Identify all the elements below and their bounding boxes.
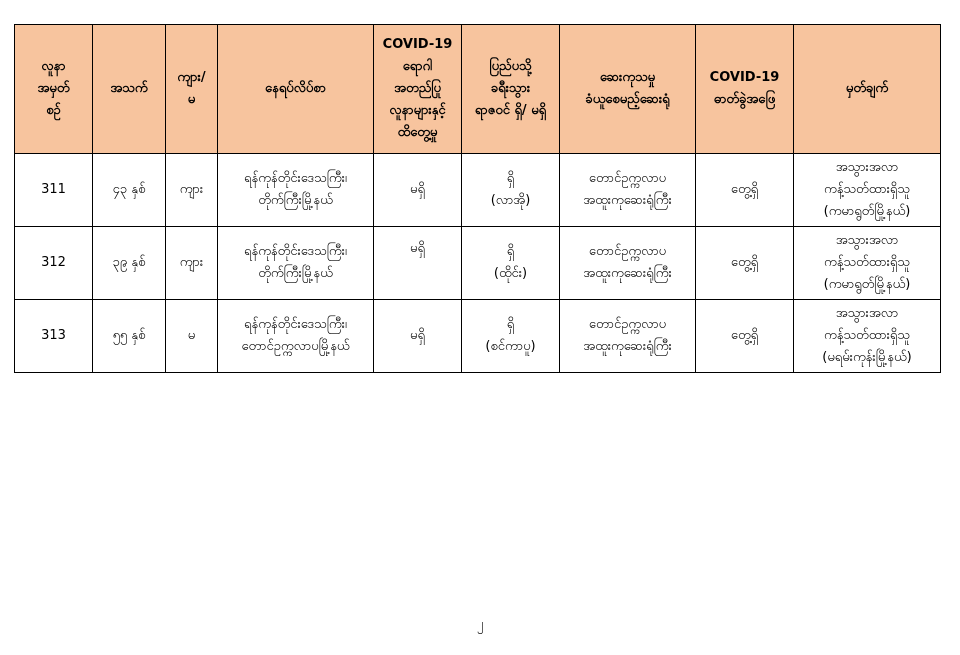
cell-travel-history: ရှိ (စင်ကာပူ) [462,300,560,373]
cell-contact: မရှိ [374,300,462,373]
cell-address: ရန်ကုန်တိုင်းဒေသကြီး၊ တောင်ဥက္ကလာပမြို့နယ် [218,300,374,373]
cell-age: ၅၅ နှစ် [93,300,166,373]
header-contact: COVID-19 ရောဂါ အတည်ပြု လူနာများနှင့် ထိတွေ့မှု [374,25,462,154]
cell-travel-history: ရှိ (ထိုင်း) [462,227,560,300]
cell-age: ၃၉ နှစ် [93,227,166,300]
cell-lab-result: တွေ့ရှိ [696,227,794,300]
cell-sex: မ [166,300,218,373]
cell-sex: ကျား [166,227,218,300]
table-row [15,154,941,227]
cell-sex: ကျား [166,154,218,227]
header-case-number: လူနာ အမှတ် စဉ် [15,25,93,154]
header-sex: ကျား/ မ [166,25,218,154]
cell-travel-history: ရှိ (လာအို) [462,154,560,227]
cell-case-number: 311 [15,154,93,227]
cell-remarks: အသွားအလာ ကန့်သတ်ထားရှိသူ (မရမ်းကုန်းမြို့နယ်) [794,300,941,373]
table-row [15,227,941,300]
header-lab-result: COVID-19 ဓာတ်ခွဲအဖြေ [696,25,794,154]
cell-hospital: တောင်ဥက္ကလာပ အထူးကုဆေးရုံကြီး [560,300,696,373]
cell-lab-result: တွေ့ရှိ [696,300,794,373]
table-row [15,300,941,373]
cell-contact: မရှိ [374,227,462,300]
cell-remarks: အသွားအလာ ကန့်သတ်ထားရှိသူ (ကမာရွတ်မြို့နယ်) [794,154,941,227]
cell-hospital: တောင်ဥက္ကလာပ အထူးကုဆေးရုံကြီး [560,227,696,300]
header-address: နေရပ်လိပ်စာ [218,25,374,154]
table-header-row [15,25,941,154]
cell-address: ရန်ကုန်တိုင်းဒေသကြီး၊ တိုက်ကြီးမြို့နယ် [218,227,374,300]
header-hospital: ဆေးကုသမှု ခံယူစေမည့်ဆေးရုံ [560,25,696,154]
header-age: အသက် [93,25,166,154]
cases-table [14,24,941,373]
cell-contact: မရှိ [374,154,462,227]
cell-age: ၄၃ နှစ် [93,154,166,227]
header-travel-history: ပြည်ပသို့ ခရီးသွား ရာဇဝင် ရှိ/ မရှိ [462,25,560,154]
cell-lab-result: တွေ့ရှိ [696,154,794,227]
cell-hospital: တောင်ဥက္ကလာပ အထူးကုဆေးရုံကြီး [560,154,696,227]
page-number: ၂ [476,617,484,632]
cell-case-number: 312 [15,227,93,300]
cell-remarks: အသွားအလာ ကန့်သတ်ထားရှိသူ (ကမာရွတ်မြို့နယ်) [794,227,941,300]
cell-address: ရန်ကုန်တိုင်းဒေသကြီး၊ တိုက်ကြီးမြို့နယ် [218,154,374,227]
header-remarks: မှတ်ချက် [794,25,941,154]
cell-case-number: 313 [15,300,93,373]
